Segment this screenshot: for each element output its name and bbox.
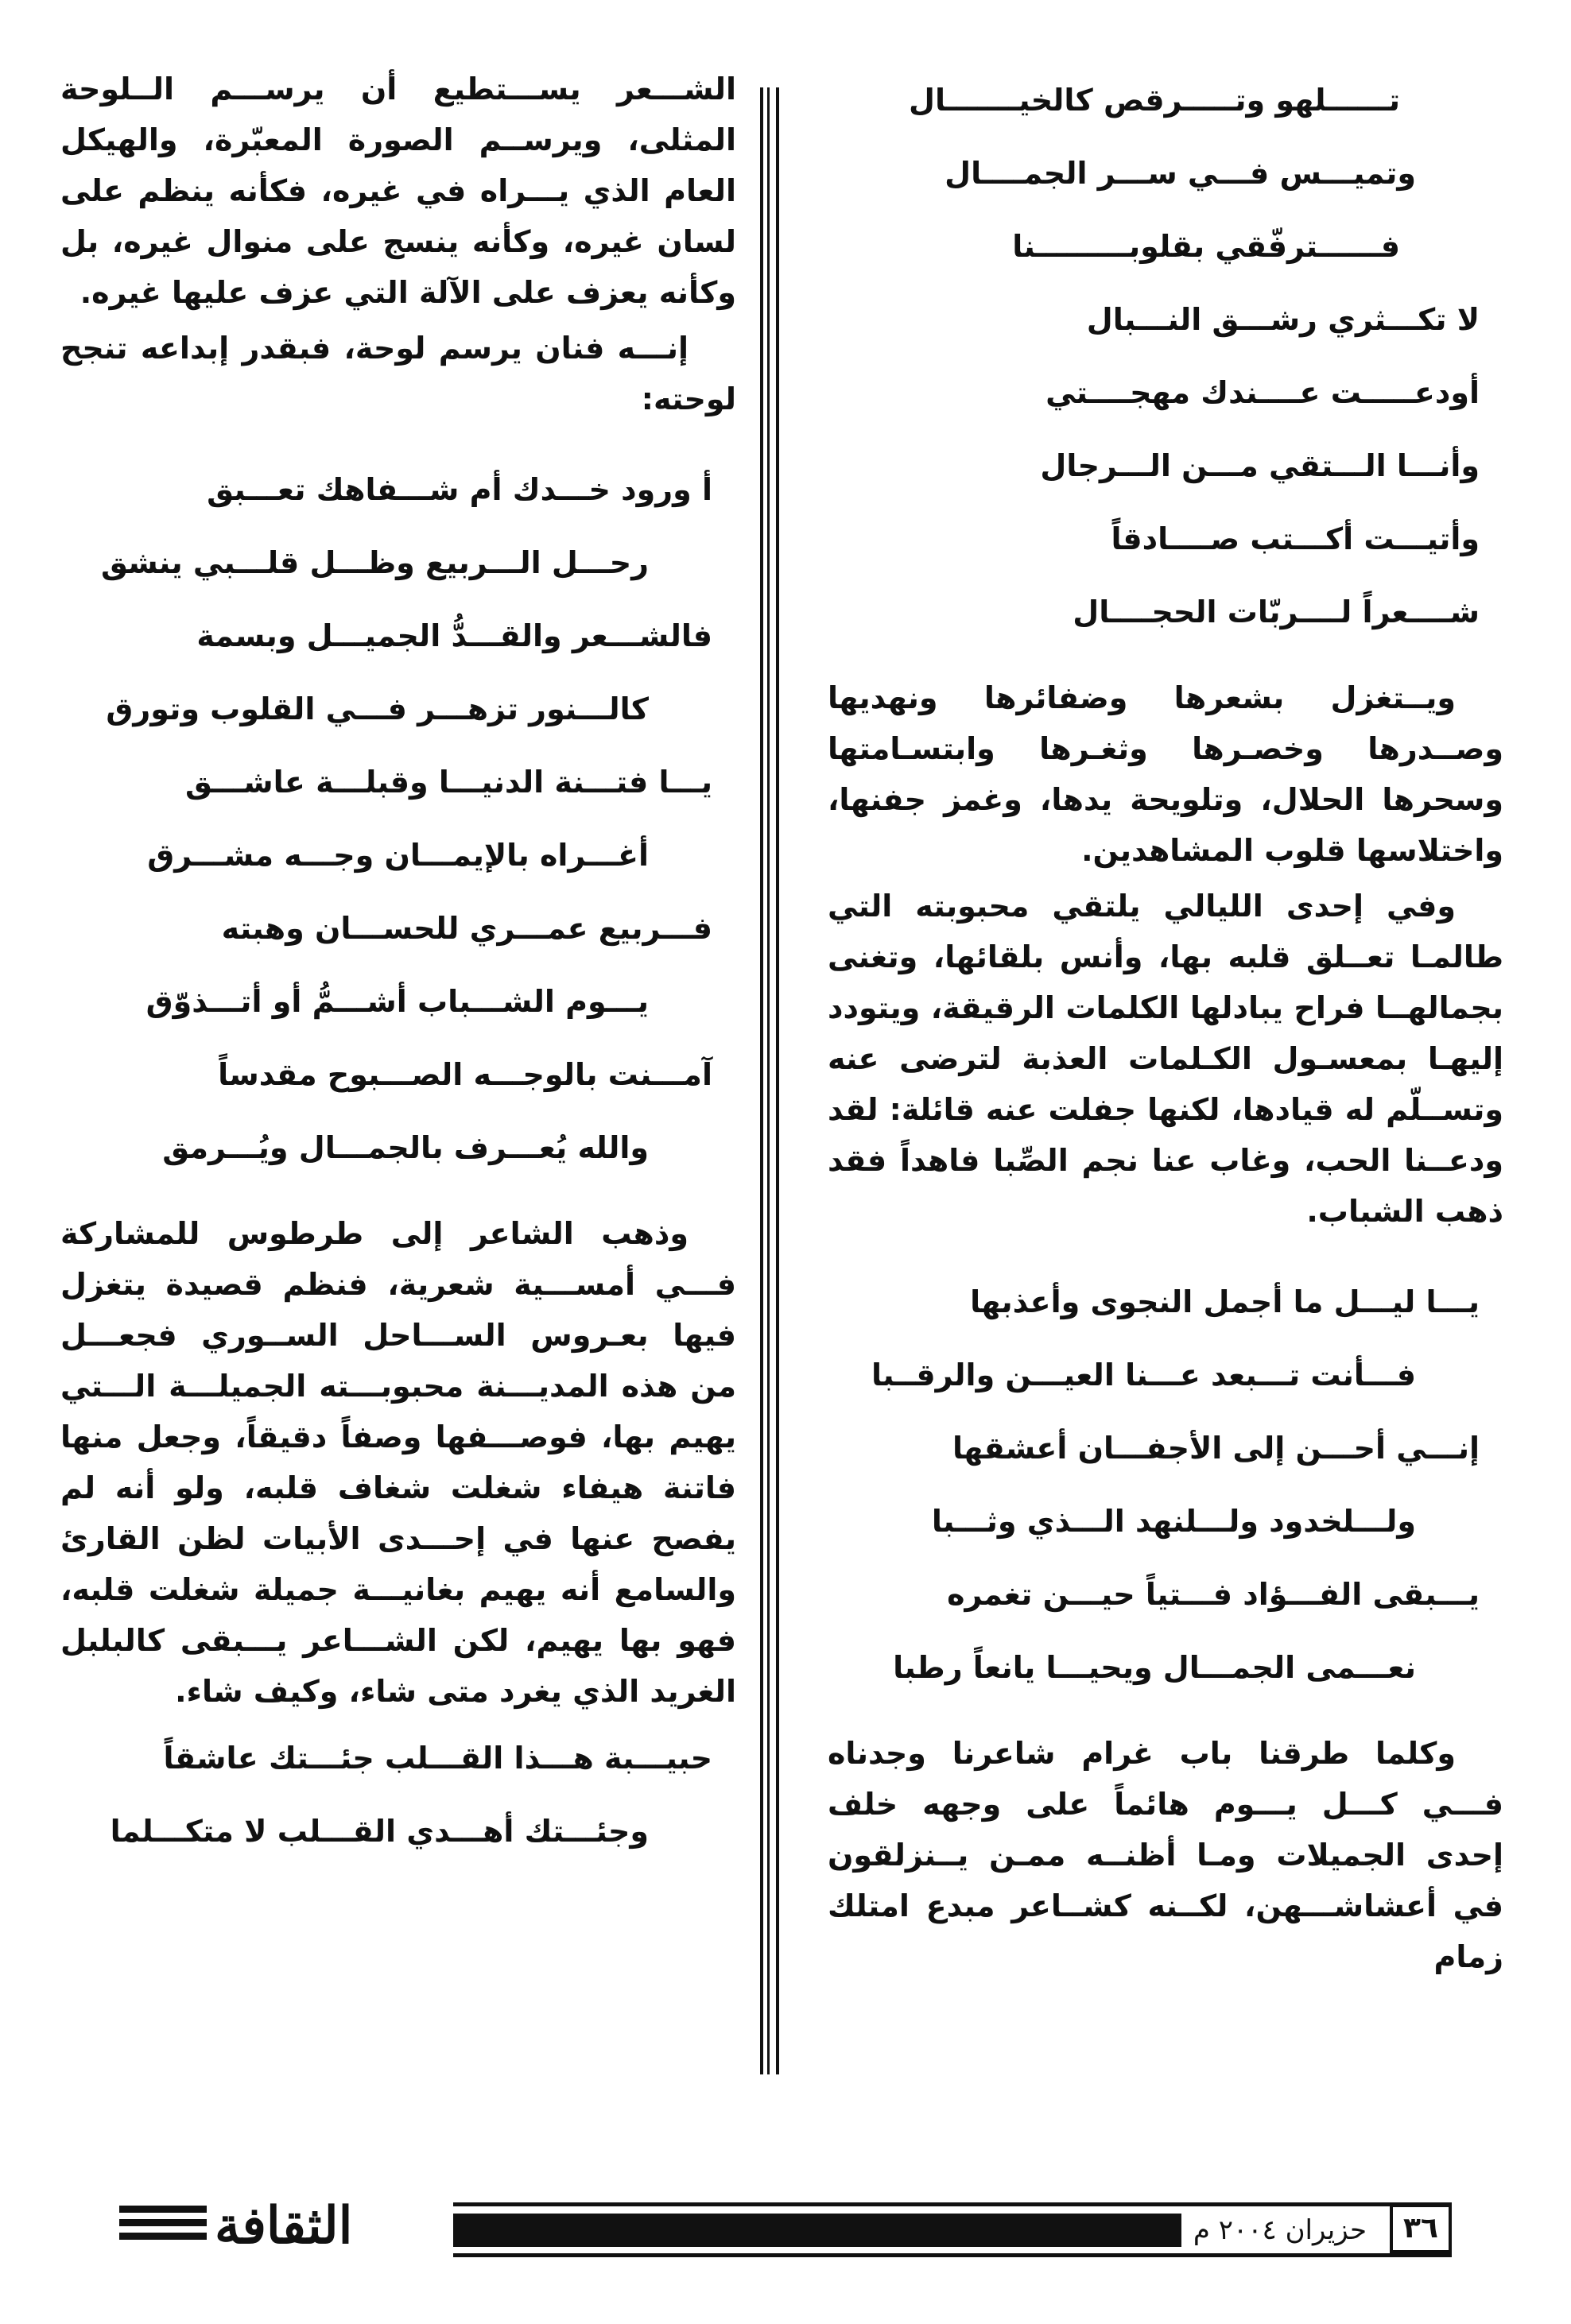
poem-verse: كالـــنور تزهـــر فـــي القلوب وتورق [106, 691, 649, 726]
poem-verse: تــــــلهو وتـــــرقص كالخيـــــــال [909, 83, 1400, 118]
poem-verse: إنـــي أحـــن إلى الأجفـــان أعشقها [952, 1431, 1480, 1466]
poem-verse: رحـــل الـــربيع وظـــل قلـــبي ينشق [100, 545, 649, 580]
paragraph: الشـــعر يســـتطيع أن يرســـم الــلوحة المثلى، ويرســم الصورة المعبّرة، والهيكل العام الذي يـــراه في غيره، فكأنه ينظم على لسان غيره، وكأنه ينسج على منوال غيره، بل وكأنه يعزف على الآلة التي عزف عليها غيره. [60, 72, 736, 310]
poem-verse: أودعـــــت عــــندك مهجــــتي [1045, 375, 1480, 410]
paragraph: إنـــه فنان يرسم لوحة، فبقدر إبداعه تنجح لوحته: [60, 331, 736, 416]
poem-verse: يـــوم الشـــباب أشـــمُّ أو أتـــذوّق [145, 984, 649, 1019]
paragraph: وفي إحدى الليالي يلتقي محبوبته التي طالمـا تعــلق قلبه بها، وأنس بلقائها، وتغنى بجمالهــا فراح يبادلها الكلمات الرقيقة، ويتودد إليهـا بمعسـول الكـلمات العذبة لترضى عنه وتســلّم له قيادها، لكنها جفلت عنه قائلة: لقد ودعــنا الحب، وغاب عنا نجم الصِّبا فاهداً فقد ذهب الشباب. [828, 889, 1503, 1229]
page-footer [119, 2190, 1452, 2263]
poem-verse: فـــربيع عمـــري للحســـان وهبته [221, 911, 712, 946]
poem-verse: ولـــلخدود ولـــلنهد الـــذي وثـــبا [931, 1504, 1416, 1539]
magazine-logo: الثقافة [215, 2196, 353, 2256]
poem-verse: وأتيـــت أكـــتب صــــادقاً [1111, 521, 1480, 556]
poem-verse: وتميـــس فـــي ســـر الجمــــال [945, 156, 1416, 191]
poem-verse: أغـــراه بالإيمـــان وجـــه مشـــرق [147, 838, 649, 873]
poem-verse: وجئـــتك أهـــدي القـــلب لا متكـــلما [110, 1814, 649, 1849]
left-column [60, 64, 736, 1868]
footer-rule [453, 2214, 1181, 2247]
footer-rule [453, 2253, 1452, 2257]
poem-verse: يـــا فتـــنة الدنيـــا وقبلـــة عاشـــق [185, 765, 712, 800]
poem-verse: فالشـــعر والقـــدُّ الجميـــل وبسمة [196, 618, 712, 653]
poem-verse: آمـــنت بالوجـــه الصـــبوح مقدساً [218, 1057, 712, 1092]
right-column [828, 64, 1503, 1987]
page-number: ٣٦ [1390, 2204, 1452, 2253]
poem-verse: فــــــترفّقي بقلوبـــــــــنا [1012, 229, 1400, 264]
issue-date: حزيران ٢٠٠٤ م [1184, 2210, 1376, 2250]
poem-verse: شــــعراً لــــربّات الحجــــال [1073, 595, 1480, 629]
poem-verse: نعـــمى الجمـــال ويحيـــا يانعاً رطبا [893, 1650, 1416, 1685]
poem-block [60, 453, 736, 1184]
poem-verse: لا تكـــثري رشـــق النـــبال [1086, 302, 1480, 337]
poem-block [60, 1722, 736, 1868]
poem-block [828, 1265, 1503, 1704]
poem-verse: حبيـــبة هـــذا القـــلب جئـــتك عاشقاً [163, 1741, 712, 1776]
poem-verse: فـــأنت تـــبعد عـــنا العيـــن والرقــبا [871, 1358, 1416, 1392]
poem-block [828, 64, 1503, 649]
poem-verse: أ ورود خـــدك أم شـــفاهك تعـــبق [207, 472, 712, 507]
paragraph: وذهب الشاعر إلى طرطوس للمشاركة فـــي أمســـية شعرية، فنظم قصيدة يتغزل فيها بعـروس الســـاحل الســوري فجعـــل من هذه المديـــنة محبوبـــته الجميلـــة الـــتي يهيم بها، فوصـــفها وصفاً دقيقاً، وجعل منها فاتنة هيفاء شغلت شغاف قلبه، ولو أنه لم يفصح عنها في إحـــدى الأبيات لظن القارئ والسامع أنه يهيم بغانيـــة جميلة شغلت قلبه، فهو بها يهيم، لكن الشـــاعر يـــبقى كالبلبل الغريد الذي يغرد متى شاء، وكيف شاء. [60, 1216, 736, 1709]
paragraph: ويــتغزل بشعرها وضفائرها ونهديها وصــدرها وخصـرها وثغـرها وابتسـامتها وسحرها الحلال، وتلويحة يدها، وغمز جفنها، واختلاسها قلوب المشاهدين. [828, 680, 1503, 868]
poem-verse: وأنـــا الـــتقي مـــن الـــرجال [1040, 448, 1480, 483]
footer-rule [453, 2202, 1452, 2206]
poem-verse: يـــبقى الفـــؤاد فـــتياً حيـــن تغمره [947, 1577, 1480, 1612]
paragraph: وكلما طرقنا باب غرام شاعرنا وجدناه فـــي كـــل يـــوم هائماً على وجهه خلف إحدى الجميلات ومـا أظنــه ممـن يــنزلقون في أعشاشـــهن، لكــنه كشــاعر مبدع امتلك زمام [828, 1736, 1503, 1974]
logo-bars-icon [119, 2206, 207, 2253]
poem-verse: والله يُعـــرف بالجمـــال ويُـــرمق [162, 1130, 649, 1165]
column-divider [760, 87, 779, 2074]
poem-verse: يـــا ليـــل ما أجمل النجوى وأعذبها [970, 1284, 1480, 1319]
